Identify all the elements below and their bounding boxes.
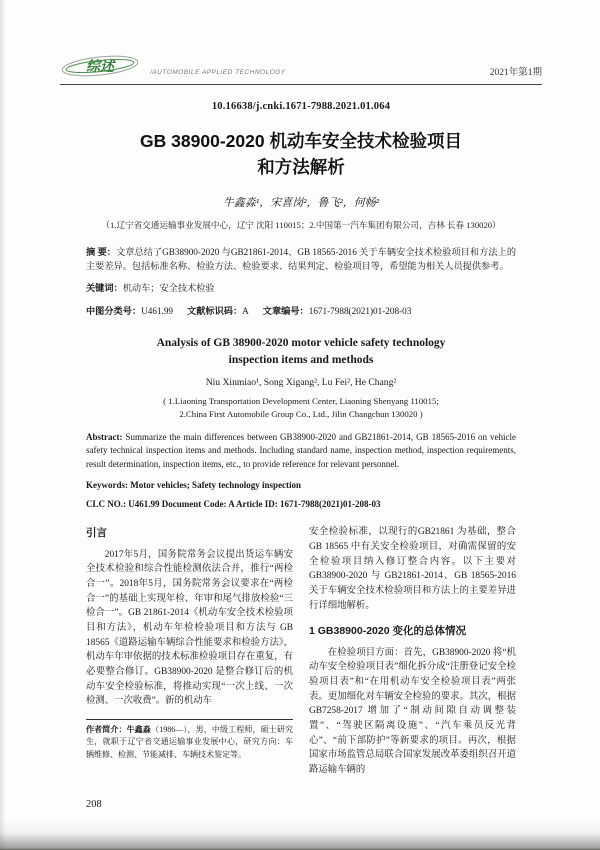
article-title-cn-line2: 和方法解析 bbox=[257, 157, 345, 178]
keywords-en: Keywords: Motor vehicles; Safety technology inspection bbox=[86, 480, 302, 491]
section1-paragraph: 在检验项目方面：首先，GB38900-2020 将“机动车安全检验项目表”细化拆分成“注册登记安全检验项目表”和“在用机动车安全检验项目表”两张表。更加细化对车辆安全检验的要求。其次，根据 GB7258-2017 增加了“制动间隙自动调整装置”、“驾驶区隔离设施”、“汽车乘员反光背心”、“前下部防护”等新要求的项目。再次，根据国家市场监管总局联合国家发展改革委组织召开道路运输车辆的 bbox=[309, 647, 516, 776]
affiliation-en-line2: 2.China First Automobile Group Co., Ltd., Jilin Changchun 130020 ) bbox=[179, 409, 423, 420]
journal-header bbox=[60, 50, 542, 85]
article-id-cn-label: 文章编号： bbox=[262, 306, 309, 317]
page-number: 208 bbox=[86, 799, 102, 810]
affiliation-cn: （1.辽宁省交通运输事业发展中心，辽宁 沈阳 110015；2.中国第一汽车集团有限公司，吉林 长春 130020） bbox=[101, 219, 501, 230]
body-columns bbox=[86, 525, 516, 777]
article-title-cn-line1: GB 38900-2020 机动车安全技术检验项目 bbox=[140, 131, 462, 151]
authors-cn: 牛鑫淼¹，宋喜岗²，鲁飞²，何畅² bbox=[222, 196, 380, 209]
left-column bbox=[86, 525, 293, 777]
author-bio-label: 作者简介： bbox=[86, 725, 127, 735]
abstract-cn bbox=[86, 245, 516, 274]
affiliation-en bbox=[86, 395, 516, 421]
article-title-cn bbox=[86, 128, 516, 181]
clc-en: CLC NO.: U461.99 Document Code: A Article ID: 1671-7988(2021)01-208-03 bbox=[86, 499, 381, 510]
keywords-cn-text: 机动车；安全技术检验 bbox=[122, 283, 215, 294]
meta-cn bbox=[86, 305, 516, 319]
keywords-cn-label: 关键词： bbox=[86, 283, 123, 294]
journal-logo bbox=[60, 50, 286, 80]
abstract-en-text: Summarize the main differences between GB38900-2020 and GB21861-2014, GB 18565-2016 on vehicle safety technical inspection items and methods. Including standard name, inspection method, inspection requirements, result determination, inspection items, etc., to provide reference for relevant personnel. bbox=[86, 431, 516, 469]
abstract-cn-text: 文章总结了GB38900-2020 与GB21861-2014、GB 18565-2016 关于车辆安全技术检验项目和方法上的主要差异。包括标准名称、检验方法、检验要求、结果判定、检验项目等，希望能为相关人员提供参考。 bbox=[86, 246, 517, 271]
journal-tagline: /AUTOMOBILE APPLIED TECHNOLOGY bbox=[150, 69, 286, 76]
article-title-en-line1: Analysis of GB 38900-2020 motor vehicle safety technology bbox=[156, 336, 446, 349]
intro-paragraph: 2017年5月，国务院常务会议提出货运车辆安全技术检验和综合性能检测依法合并，推行“两检合一”。2018年5月，国务院常务会议要求在“两检合一”的基础上实现年检、年审和尾气排放检验“三检合一”。GB 21861-2014《机动车安全技术检验项目和方法》，机动车年检检验项目和方法与 GB 18565《道路运输车辆综合性能要求和检验方法》，机动车年审依据的技术标准检验项目存在重复，有必要整合修订。GB38900-2020 是整合修订后的机动车安全检验标准，将推动实现“一次上线、一次检测、一次收费”。新的机动车 bbox=[86, 549, 293, 707]
abstract-en-label: Abstract: bbox=[86, 431, 123, 442]
logo-text: 综述 bbox=[86, 58, 114, 74]
doc-code-cn-value: A bbox=[242, 306, 249, 317]
author-bio-text: （1986—），男，中级工程师，硕士研究生，就职于辽宁省交通运输事业发展中心，研究方向：车辆维修、检测、节能减排、车辆技术鉴定等。 bbox=[86, 725, 294, 759]
author-bio-name: 牛鑫淼 bbox=[126, 725, 152, 735]
logo-swoosh-icon bbox=[60, 50, 146, 80]
abstract-cn-label: 摘 要： bbox=[86, 246, 117, 257]
keywords-cn bbox=[86, 282, 516, 296]
article-id-cn-value: 1671-7988(2021)01-208-03 bbox=[308, 306, 412, 317]
clc-cn-value: U461.99 bbox=[141, 306, 174, 317]
abstract-en bbox=[86, 431, 516, 472]
article-title-en-line2: inspection items and methods bbox=[228, 353, 374, 366]
authors-en: Niu Xinmiao¹, Song Xigang², Lu Fei², He Chang² bbox=[205, 377, 397, 389]
section1-heading: 1 GB38900-2020 变化的总体情况 bbox=[309, 625, 466, 638]
article-title-en bbox=[86, 335, 516, 368]
scan-edge-shadow bbox=[0, 0, 6, 850]
doc-code-cn-label: 文献标识码： bbox=[187, 306, 243, 317]
right-column bbox=[309, 525, 516, 777]
doi: 10.16638/j.cnki.1671-7988.2021.01.064 bbox=[211, 101, 391, 112]
intro-heading: 引言 bbox=[86, 527, 107, 540]
author-bio-footnote bbox=[86, 719, 293, 761]
journal-issue: 2021年第1期 bbox=[489, 68, 542, 78]
scan-bottom-shadow bbox=[0, 820, 600, 850]
affiliation-en-line1: ( 1.Liaoning Transportation Development Center, Liaoning Shenyang 110015; bbox=[163, 396, 439, 407]
right-continuation-paragraph: 安全检验标准，以现行的GB21861 为基础，整合 GB 18565 中有关安全检验项目，对确需保留的安全检验项目纳入修订整合内容。以下主要对 GB38900-2020 与 GB21861-2014、GB 18565-2016 关于车辆安全技术检验项目和方法上的主要差异进行详细地解析。 bbox=[309, 527, 516, 611]
clc-cn-label: 中图分类号： bbox=[86, 306, 142, 317]
